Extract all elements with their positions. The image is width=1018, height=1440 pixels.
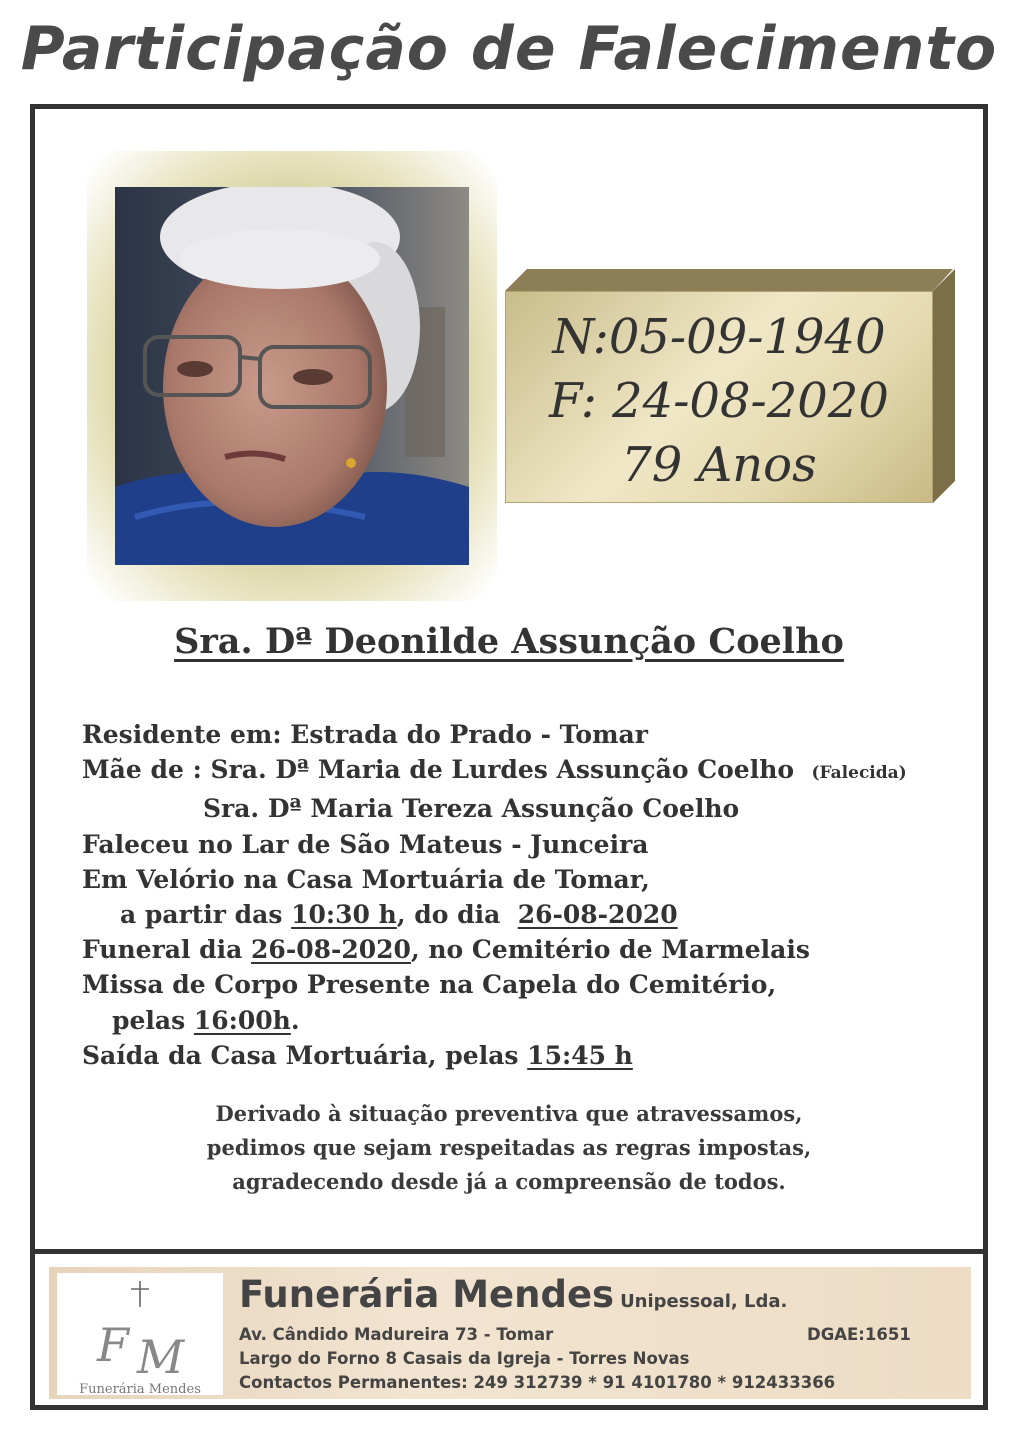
funeral-home-logo bbox=[57, 1273, 223, 1395]
funeral-details bbox=[82, 717, 907, 1073]
birth-date: N:05-09-1940 bbox=[552, 309, 886, 365]
mass-line: Missa de Corpo Presente na Capela do Cemitério, bbox=[82, 970, 777, 1000]
company-name: Funerária Mendes Unipessoal, Lda. bbox=[239, 1273, 788, 1316]
cross-icon bbox=[57, 1273, 223, 1395]
footer-divider bbox=[35, 1249, 983, 1254]
mass-time: 16:00h bbox=[193, 1005, 291, 1035]
address-tomar: Av. Cândido Madureira 73 - Tomar bbox=[239, 1325, 554, 1344]
funeral-home-footer bbox=[49, 1267, 971, 1399]
svg-text:F: F bbox=[97, 1318, 129, 1372]
address-torres-novas: Largo do Forno 8 Casais da Igreja - Torres Novas bbox=[239, 1349, 690, 1368]
mother-of-line1: Mãe de : Sra. Dª Maria de Lurdes Assunção Coelho (Falecida) bbox=[82, 755, 907, 785]
deceased-note: (Falecida) bbox=[811, 763, 907, 784]
wake-location: Em Velório na Casa Mortuária de Tomar, bbox=[82, 864, 650, 894]
wake-time-line: a partir das 10:30 h, do dia 26-08-2020 bbox=[120, 900, 678, 930]
funeral-line: Funeral dia 26-08-2020, no Cemitério de Marmelais bbox=[82, 935, 810, 965]
departure-line: Saída da Casa Mortuária, pelas 15:45 h bbox=[82, 1040, 633, 1070]
date-plaque-text bbox=[505, 305, 933, 497]
departure-time: 15:45 h bbox=[527, 1040, 633, 1070]
death-date: F: 24-08-2020 bbox=[549, 373, 889, 429]
deceased-photo bbox=[115, 187, 469, 565]
mass-time-line: pelas 16:00h. bbox=[112, 1005, 300, 1035]
page-title: Participação de Falecimento bbox=[20, 14, 998, 84]
wake-time: 10:30 h bbox=[291, 900, 397, 930]
place-of-death: Faleceu no Lar de São Mateus - Junceira bbox=[82, 829, 649, 859]
date-plaque-top bbox=[505, 269, 953, 291]
residence: Residente em: Estrada do Prado - Tomar bbox=[82, 720, 648, 749]
age: 79 Anos bbox=[621, 437, 817, 493]
dgae-number: DGAE:1651 bbox=[807, 1325, 911, 1344]
wake-date: 26-08-2020 bbox=[517, 900, 678, 930]
obituary-frame bbox=[30, 104, 988, 1410]
logo-caption: Funerária Mendes bbox=[79, 1382, 201, 1397]
mother-of-line2: Sra. Dª Maria Tereza Assunção Coelho bbox=[203, 794, 740, 824]
covid-notice: Derivado à situação preventiva que atravessamos, pedimos que sejam respeitadas as regras impostas, agradecendo desde já a compreensão de todos. bbox=[206, 1101, 812, 1194]
svg-text:M: M bbox=[137, 1330, 185, 1384]
contacts: Contactos Permanentes: 249 312739 * 91 4101780 * 912433366 bbox=[239, 1373, 836, 1392]
funeral-date: 26-08-2020 bbox=[251, 935, 411, 965]
date-plaque-side bbox=[933, 269, 955, 503]
deceased-name: Sra. Dª Deonilde Assunção Coelho bbox=[174, 621, 844, 662]
